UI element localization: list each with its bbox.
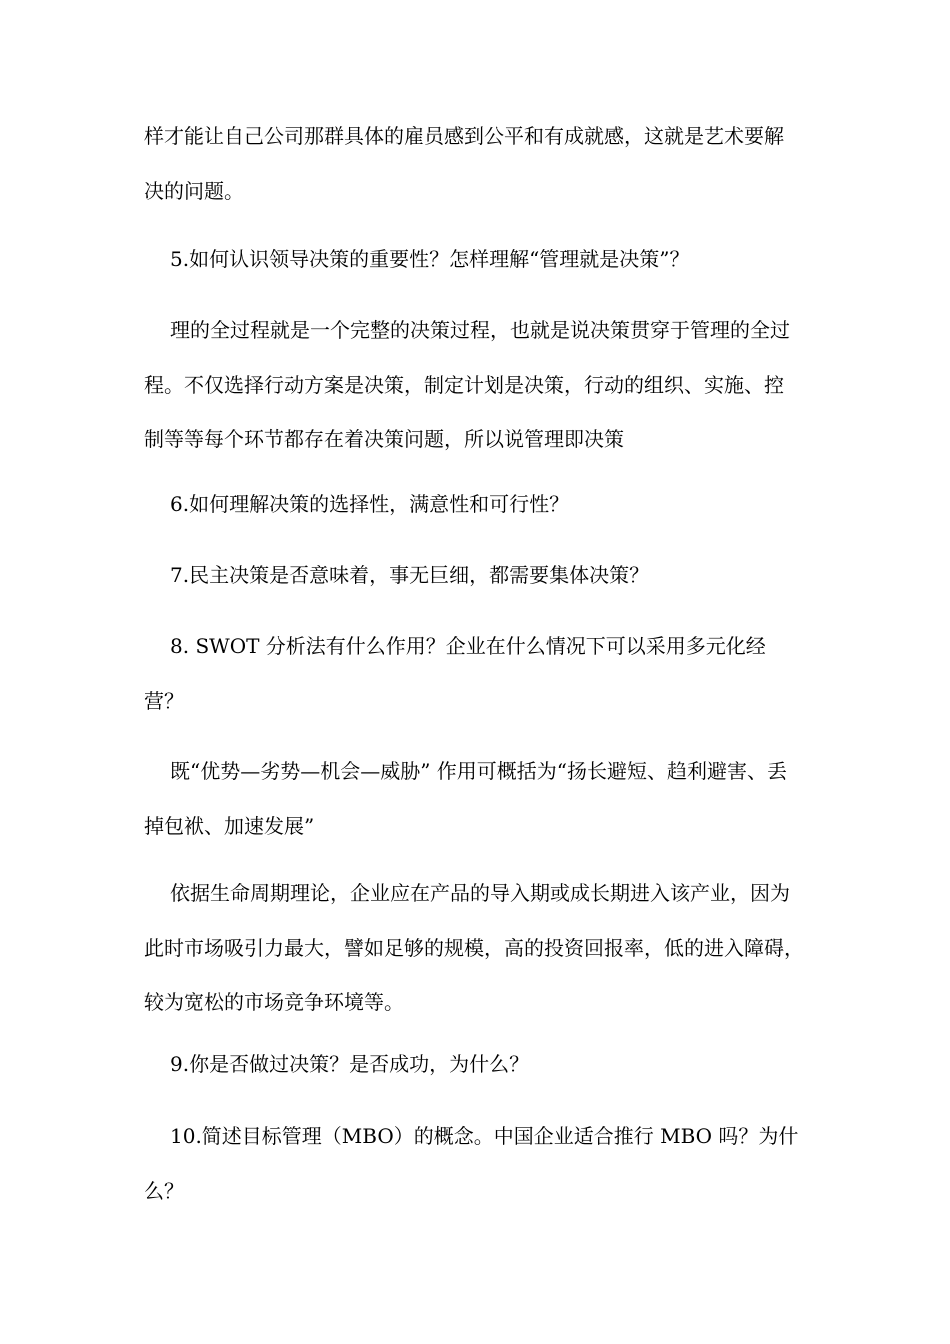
text-line: 既“优势—劣势—机会—威胁” 作用可概括为“扬长避短、趋利避害、丢 [170,759,788,783]
text-line: 8. SWOT 分析法有什么作用？企业在什么情况下可以采用多元化经 [170,634,766,658]
text-line: 依据生命周期理论，企业应在产品的导入期或成长期进入该产业，因为 [170,881,790,905]
question-6 [144,477,808,532]
text-line: 5.如何认识领导决策的重要性？怎样理解“管理就是决策”？ [170,247,690,271]
text-line: 制等等每个环节都存在着决策问题，所以说管理即决策 [144,427,624,451]
text-line: 样才能让自己公司那群具体的雇员感到公平和有成就感，这就是艺术要解 [144,124,784,148]
text-line: 么？ [144,1178,184,1203]
paragraph-art-conclusion [144,109,808,218]
question-10 [144,1109,808,1218]
answer-5 [144,303,808,467]
text-line: 掉包袱、加速发展” [144,813,315,838]
question-8 [144,619,808,728]
text-line: 较为宽松的市场竞争环境等。 [144,990,404,1014]
text-line: 理的全过程就是一个完整的决策过程，也就是说决策贯穿于管理的全过 [170,318,790,342]
text-line: 6.如何理解决策的选择性，满意性和可行性？ [170,492,570,516]
question-9 [144,1037,808,1092]
answer-8-diversification [144,866,808,1030]
text-line: 此时市场吸引力最大，譬如足够的规模，高的投资回报率，低的进入障碍， [144,935,804,960]
text-line: 9.你是否做过决策？是否成功，为什么？ [170,1052,530,1076]
text-line: 程。不仅选择行动方案是决策，制定计划是决策，行动的组织、实施、控 [144,372,784,397]
text-line: 10.简述目标管理（MBO）的概念。中国企业适合推行 MBO 吗？为什 [170,1124,799,1148]
text-line: 营？ [144,688,184,713]
question-5 [144,232,808,287]
question-7 [144,548,808,603]
answer-8-swot [144,744,808,853]
text-line: 7.民主决策是否意味着，事无巨细，都需要集体决策？ [170,563,650,587]
text-line: 决的问题。 [144,178,244,203]
